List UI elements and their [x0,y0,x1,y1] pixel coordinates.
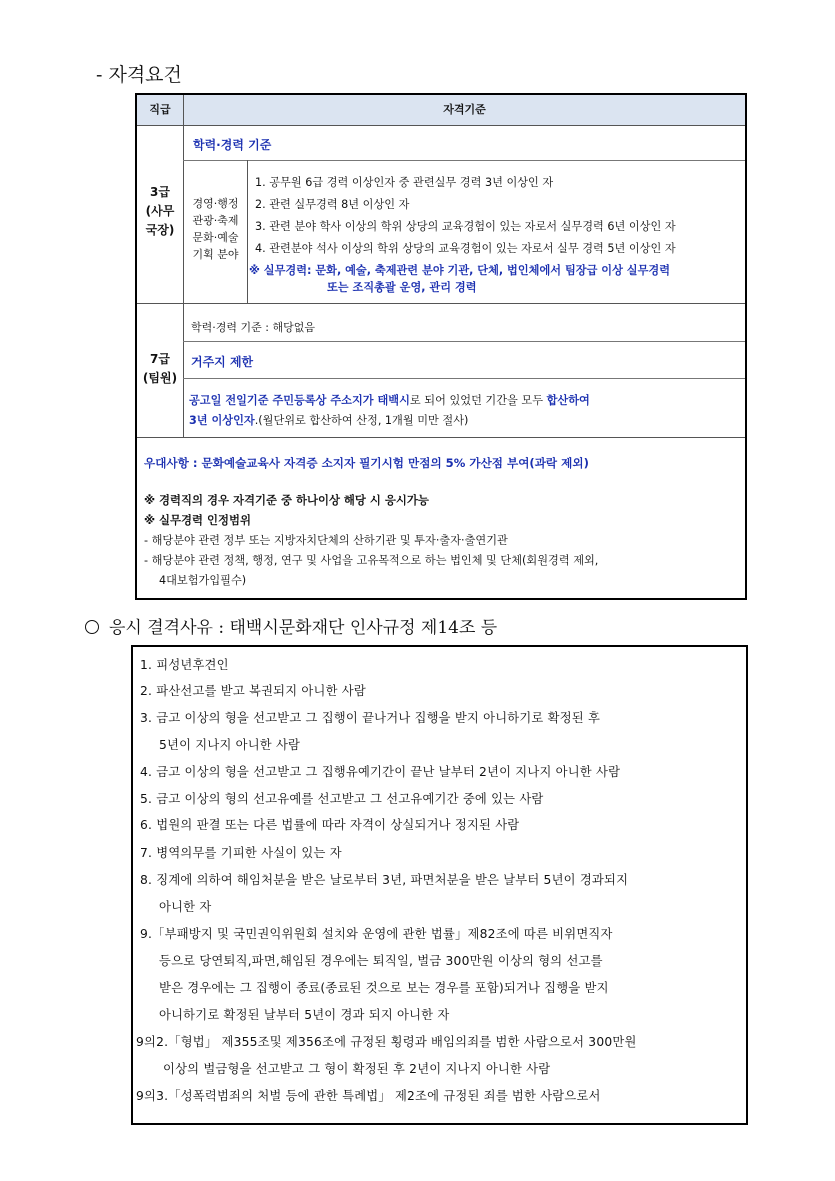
disq-line: 9.「부패방지 및 국민권익위원회 설치와 운영에 관한 법률」제82조에 따른 비위면직자 [140,927,613,941]
preference-note: 우대사항 : 문화예술교육사 자격증 소지자 필기시험 만점의 5% 가산점 부여(과락 제외) [144,456,589,470]
residence-years: 3년 이상인자 [189,414,255,427]
disq-line: 8. 징계에 의하여 해임처분을 받은 날로부터 3년, 파면처분을 받은 날부터 5년이 경과되지 [140,873,629,887]
disq-line: 6. 법원의 판결 또는 다른 법률에 따라 자격이 상실되거나 정지된 사람 [140,818,520,832]
grade-3-edu-label: 학력·경력 기준 [193,138,272,152]
disq-line: 7. 병역의무를 기피한 사실이 있는 자 [140,846,342,860]
grade-7-edu: 학력·경력 기준 : 해당없음 [191,321,315,334]
disq-line: 2. 파산선고를 받고 복권되지 아니한 사람 [140,684,366,698]
residence-highlight-2: 합산하여 [546,394,590,407]
note-2: ※ 실무경력 인정범위 [144,513,252,527]
disq-line: 받은 경우에는 그 집행이 종료(종료된 것으로 보는 경우를 포함)되거나 집행을 받지 [159,981,609,995]
grade-3-field: 경영·행정 관광·축제 문화·예술 기획 분야 [192,197,239,261]
grade-3-item: 4. 관련분야 석사 이상의 학위 상당의 교육경험이 있는 자로서 실무 경력 5년 이상인 자 [255,242,676,255]
disq-line: 9의2.「형법」 제355조및 제356조에 규정된 횡령과 배임의죄를 범한 사람으로서 300만원 [136,1035,637,1049]
disq-line: 5. 금고 이상의 형의 선고유예를 선고받고 그 선고유예기간 중에 있는 사람 [140,792,544,806]
header-criteria: 자격기준 [443,103,486,116]
disq-line: 4. 금고 이상의 형을 선고받고 그 집행유예기간이 끝난 날부터 2년이 지나지 아니한 사람 [140,765,621,779]
grade-7-residence-line2 [189,412,468,428]
disq-line: 이상의 벌금형을 선고받고 그 형이 확정된 후 2년이 지나지 아니한 사람 [163,1062,551,1076]
note-5: 4대보험가입필수) [159,574,247,587]
grade-3-item: 2. 관련 실무경력 8년 이상인 자 [255,198,410,211]
header-grade: 직급 [149,103,171,116]
qualification-table [135,93,747,600]
disq-line: 5년이 지나지 아니한 사람 [159,738,301,752]
grade-3-note-cont: 또는 조직총괄 운영, 관리 경력 [327,281,477,294]
residence-highlight: 공고일 전일기준 주민등록상 주소지가 태백시 [189,394,410,407]
disq-line: 등으로 당연퇴직,파면,해임된 경우에는 퇴직일, 벌금 300만원 이상의 형의 선고를 [159,954,603,968]
disq-line: 아니한 자 [159,900,212,914]
disq-line: 9의3.「성폭력범죄의 처벌 등에 관한 특례법」 제2조에 규정된 죄를 범한 사람으로서 [136,1089,601,1103]
note-3: - 해당분야 관련 정부 또는 지방자치단체의 산하기관 및 투자·출자·출연기관 [144,534,508,547]
note-1: ※ 경력직의 경우 자격기준 중 하나이상 해당 시 응시가능 [144,493,429,507]
section-title: - 자격요건 [96,64,182,86]
residence-text: 로 되어 있었던 기간을 모두 [409,394,547,407]
disq-line: 아니하기로 확정된 날부터 5년이 경과 되지 아니한 자 [159,1008,450,1022]
disqualification-title-text: 응시 결격사유 : 태백시문화재단 인사규정 제14조 등 [109,618,498,638]
grade-3-label: 3급 (사무 국장) [145,185,175,237]
grade-7-residence-line1 [189,392,590,408]
note-4: - 해당분야 관련 정책, 행정, 연구 및 사업을 고유목적으로 하는 법인체 및 단체(회원경력 제외, [144,554,599,567]
grade-3-item: 1. 공무원 6급 경력 이상인자 중 관련실무 경력 3년 이상인 자 [255,176,554,189]
grade-3-note: ※ 실무경력: 문화, 예술, 축제관련 분야 기관, 단체, 법인체에서 팀장급 이상 실무경력 [249,264,671,277]
circle-bullet-icon [85,620,99,634]
disq-line: 1. 피성년후견인 [140,658,229,672]
disqualification-box [131,645,748,1125]
disq-line: 3. 금고 이상의 형을 선고받고 그 집행이 끝나거나 집행을 받지 아니하기로 확정된 후 [140,711,601,725]
grade-3-item: 3. 관련 분야 학사 이상의 학위 상당의 교육경험이 있는 자로서 실무경력 6년 이상인 자 [255,220,676,233]
grade-7-residence-title: 거주지 제한 [191,355,254,369]
grade-7-label: 7급 (팀원) [142,352,178,385]
residence-note: .(월단위로 합산하여 산정, 1개월 미만 절사) [254,414,469,427]
disqualification-title [85,613,497,638]
